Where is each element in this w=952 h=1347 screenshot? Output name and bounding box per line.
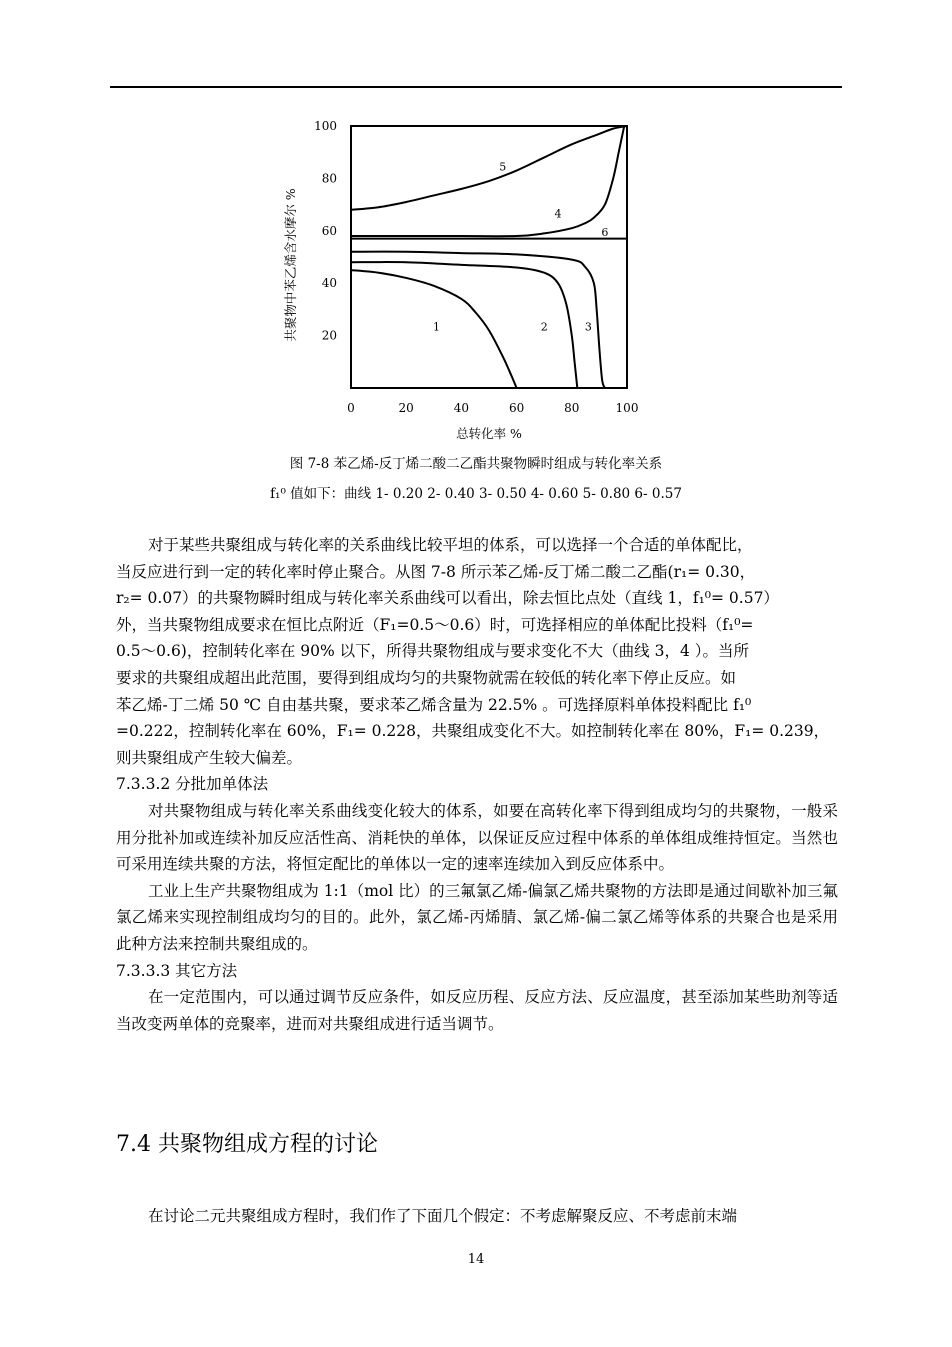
x-tick-label: 20: [398, 401, 414, 415]
y-tick-label: 80: [321, 171, 337, 186]
y-tick-label: 20: [321, 328, 337, 343]
figure-legend: f₁⁰ 值如下：曲线 1- 0.20 2- 0.40 3- 0.50 4- 0.60 5- 0.80 6- 0.57: [270, 486, 682, 502]
x-tick-label: 60: [508, 401, 525, 415]
x-tick-label: 100: [615, 401, 639, 415]
figure-caption: 图 7-8 苯乙烯-反丁烯二酸二乙酯共聚物瞬时组成与转化率关系: [289, 456, 663, 472]
paragraph-line: r₂= 0.07）的共聚物瞬时组成与转化率关系曲线可以看出，除去恒比点处（直线 1，f₁⁰= 0.57）: [116, 589, 779, 608]
paragraph-line: 要求的共聚组成超出此范围，要得到组成均匀的共聚物就需在较低的转化率下停止反应。如: [116, 668, 737, 687]
y-tick-label: 40: [321, 276, 337, 291]
curve-label: 5: [499, 160, 507, 174]
x-tick-label: 40: [453, 401, 470, 415]
paragraph-assumptions: 在讨论二元共聚组成方程时，我们作了下面几个假定：不考虑解聚反应、不考虑前末端: [148, 1207, 738, 1225]
paragraph-line: 0.5～0.6)，控制转化率在 90% 以下，所得共聚物组成与要求变化不大（曲线 3，4 ）。当所: [116, 642, 749, 661]
curve-label: 6: [601, 226, 609, 240]
curve-label: 4: [554, 207, 562, 221]
paragraph-line: 外，当共聚物组成要求在恒比点附近（F₁=0.5～0.6）时，可选择相应的单体配比投料（f₁⁰=: [116, 615, 754, 634]
x-tick-label: 80: [564, 401, 580, 415]
y-tick-label: 100: [314, 119, 337, 133]
body-text-continued: [116, 1203, 838, 1230]
conversion-composition-chart: [270, 118, 650, 448]
x-tick-label: 0: [347, 401, 355, 415]
plot-frame: [351, 126, 627, 388]
paragraph-line: 对于某些共聚组成与转化率的关系曲线比较平坦的体系，可以选择一个合适的单体配比，: [148, 536, 753, 554]
curve-label: 2: [540, 320, 548, 334]
paragraph-industrial-example: 工业上生产共聚物组成为 1:1（mol 比）的三氟氯乙烯-偏氯乙烯共聚物的方法即是通过间歇补加三氟氯乙烯来实现控制组成均匀的目的。此外，氯乙烯-丙烯腈、氯乙烯-偏二氯乙烯等体系的共聚合也是采用此种方法来控制共聚组成的。: [116, 881, 838, 953]
curve-label: 3: [584, 320, 592, 334]
paragraph-batch-addition: 对共聚物组成与转化率关系曲线变化较大的体系，如要在高转化率下得到组成均匀的共聚物，一般采用分批补加或连续补加反应活性高、消耗快的单体，以保证反应过程中体系的单体组成维持恒定。当然也可采用连续共聚的方法，将恒定配比的单体以一定的速率连续加入到反应体系中。: [116, 801, 838, 874]
curve-5: [351, 126, 627, 210]
paragraph-line: 则共聚组成产生较大偏差。: [116, 748, 303, 767]
page-number: 14: [467, 1252, 485, 1267]
section-title-7-3-3-3: 7.3.3.3 其它方法: [116, 961, 238, 980]
section-heading-7-4: 7.4 共聚物组成方程的讨论: [116, 1132, 378, 1157]
curve-3: [351, 252, 605, 388]
y-tick-label: 60: [321, 223, 337, 238]
paragraph-other-methods: 在一定范围内，可以通过调节反应条件，如反应历程、反应方法、反应温度，甚至添加某些助剂等适当改变两单体的竞聚率，进而对共聚组成进行适当调节。: [116, 988, 838, 1033]
paragraph-line: 苯乙烯-丁二烯 50 ℃ 自由基共聚，要求苯乙烯含量为 22.5% 。可选择原料单体投料配比 f₁⁰: [116, 695, 752, 714]
section-title-7-3-3-2: 7.3.3.2 分批加单体法: [116, 775, 269, 794]
y-axis-label: 共聚物中苯乙烯含水摩尔 %: [283, 188, 298, 342]
curve-label: 1: [433, 320, 441, 334]
paragraph-line: 当反应进行到一定的转化率时停止聚合。从图 7-8 所示苯乙烯-反丁烯二酸二乙酯(r₁= 0.30，: [116, 562, 756, 581]
x-axis-label: 总转化率 %: [456, 426, 522, 441]
body-text-block: [116, 532, 838, 1037]
header-rule: [110, 86, 842, 88]
paragraph-line: =0.222，控制转化率在 60%，F₁= 0.228，共聚组成变化不大。如控制转化率在 80%，F₁= 0.239，: [116, 722, 830, 741]
